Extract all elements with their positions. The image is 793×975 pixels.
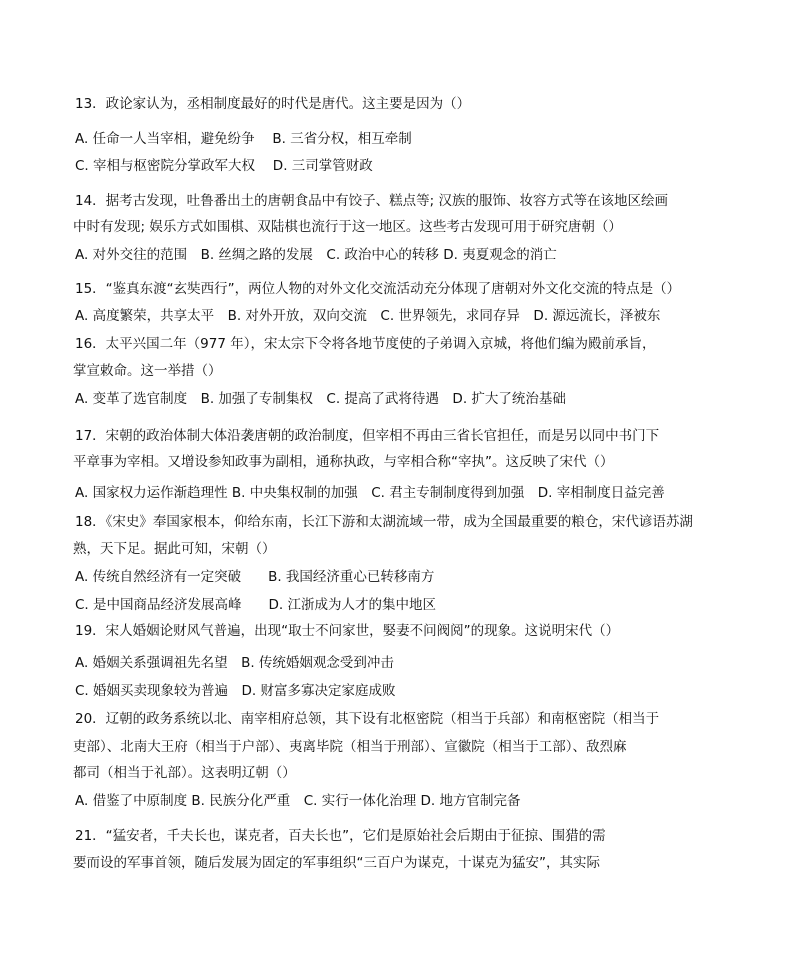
q15-options: A. 高度繁荣，共享太平 B. 对外开放，双向交流 C. 世界领先，求同存异 D. 源远流长，泽被东 (75, 308, 661, 324)
q13-options-2: C. 宰相与枢密院分掌政军大权 D. 三司掌管财政 (75, 158, 373, 174)
q19-options-1: A. 婚姻关系强调祖先名望 B. 传统婚姻观念受到冲击 (75, 655, 394, 671)
question-text-18-line2: 熟，天下足。据此可知，宋朝（） (73, 541, 276, 557)
question-text-14-line1: 14．据考古发现，吐鲁番出土的唐朝食品中有饺子、糕点等; 汉族的服饰、妆容方式等在该地区绘画 (75, 193, 669, 209)
question-text-17-line2: 平章事为宰相。又增设参知政事为副相，通称执政，与宰相合称“宰执”。这反映了宋代（） (73, 454, 614, 470)
q13-options-1: A. 任命一人当宰相，避免纷争 B. 三省分权，相互牵制 (75, 131, 412, 147)
question-text-20-line3: 都司（相当于礼部）。这表明辽朝（） (73, 765, 296, 781)
question-text-16-line2: 掌宣敕命。这一举措（） (73, 363, 222, 379)
question-text-14-line2: 中时有发现; 娱乐方式如围棋、双陆棋也流行于这一地区。这些考古发现可用于研究唐朝（） (73, 219, 622, 235)
q18-options-1: A. 传统自然经济有一定突破 B. 我国经济重心已转移南方 (75, 569, 435, 585)
q18-options-2: C. 是中国商品经济发展高峰 D. 江浙成为人才的集中地区 (75, 597, 436, 613)
question-text-21-line1: 21．“猛安者，千夫长也，谋克者，百夫长也”，它们是原始社会后期由于征掠、围猎的需 (75, 828, 606, 844)
question-text-15: 15．“鉴真东渡“玄奘西行”，两位人物的对外文化交流活动充分体现了唐朝对外文化交流的特点是（） (75, 281, 681, 297)
question-text-16-line1: 16．太平兴国二年（977 年），宋太宗下令将各地节度使的子弟调入京城，将他们编为殿前承旨， (75, 336, 656, 352)
question-text-20-line1: 20．辽朝的政务系统以北、南宰相府总领，其下设有北枢密院（相当于兵部）和南枢密院（相当于 (75, 711, 660, 727)
question-text-17-line1: 17．宋朝的政治体制大体沿袭唐朝的政治制度，但宰相不再由三省长官担任，而是另以同中书门下 (75, 428, 660, 444)
q16-options: A. 变革了选官制度 B. 加强了专制集权 C. 提高了武将待遇 D. 扩大了统治基础 (75, 391, 566, 407)
q14-options: A. 对外交往的范围 B. 丝绸之路的发展 C. 政治中心的转移 D. 夷夏观念的消亡 (75, 247, 557, 263)
question-text-20-line2: 吏部）、北南大王府（相当于户部）、夷离毕院（相当于刑部）、宣徽院（相当于工部）、敌烈麻 (73, 739, 627, 755)
q17-options: A. 国家权力运作渐趋理性 B. 中央集权制的加强 C. 君主专制制度得到加强 D. 宰相制度日益完善 (75, 485, 665, 501)
question-text-19: 19．宋人婚姻论财风气普遍，出现“取士不问家世，婜妻不问阀阅”的现象。这说明宋代（） (75, 623, 620, 639)
question-text-18-line1: 18．《宋史》奉国家根本，仰给东南，长江下游和太湖流域一带，成为全国最重要的粮仓，宋代谚语苏湖 (75, 514, 693, 530)
question-text-21-line2: 要而设的军事首领，随后发展为固定的军事组织“三百户为谋克，十谋克为猛安”，其实际 (73, 855, 600, 871)
question-text-13: 13．政论家认为，丞相制度最好的时代是唐代。这主要是因为（） (75, 96, 471, 112)
q20-options: A. 借鉴了中原制度 B. 民族分化严重 C. 实行一体化治理 D. 地方官制完备 (75, 793, 521, 809)
q19-options-2: C. 婚姻买卖现象较为普遍 D. 财富多寡决定家庭成败 (75, 683, 396, 699)
